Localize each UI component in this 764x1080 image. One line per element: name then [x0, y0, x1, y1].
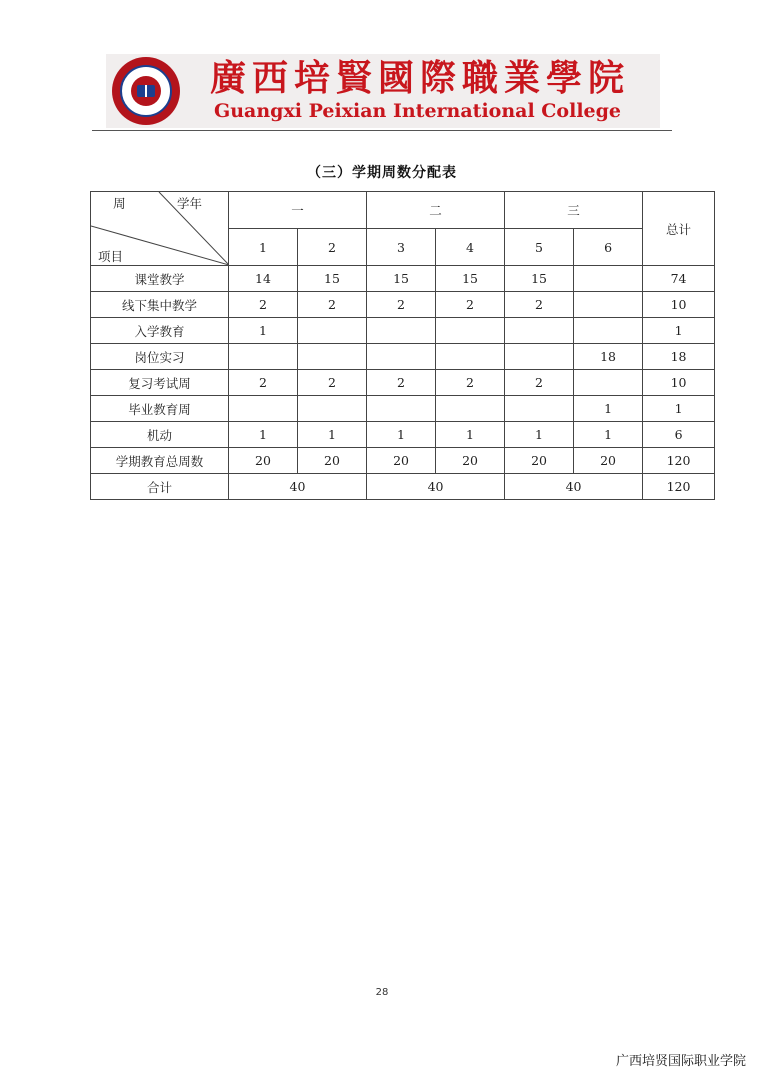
footer-college-name: 广西培贤国际职业学院 — [615, 1054, 746, 1069]
week-cell — [505, 318, 574, 344]
week-cell — [574, 266, 643, 292]
table-row-sum — [91, 474, 715, 500]
row-label: 合计 — [91, 474, 229, 500]
total-cell: 74 — [643, 266, 715, 292]
week-cell: 15 — [436, 266, 505, 292]
corner-label-year: 学年 — [177, 196, 203, 211]
week-cell: 20 — [367, 448, 436, 474]
week-cell — [229, 344, 298, 370]
week-cell — [298, 396, 367, 422]
week-cell: 2 — [229, 370, 298, 396]
college-name-cn: 廣西培賢國際職業學院 — [210, 57, 631, 99]
total-cell: 1 — [643, 396, 715, 422]
week-cell: 1 — [574, 396, 643, 422]
week-cell: 20 — [436, 448, 505, 474]
week-cell: 2 — [367, 292, 436, 318]
week-cell: 1 — [298, 422, 367, 448]
semester-header: 1 — [229, 229, 298, 266]
week-cell: 1 — [436, 422, 505, 448]
semester-header: 3 — [367, 229, 436, 266]
week-cell: 2 — [436, 292, 505, 318]
row-label: 入学教育 — [91, 318, 229, 344]
week-cell: 2 — [298, 292, 367, 318]
week-cell — [436, 318, 505, 344]
week-cell — [367, 318, 436, 344]
week-cell — [505, 344, 574, 370]
semester-header: 2 — [298, 229, 367, 266]
week-cell: 2 — [367, 370, 436, 396]
row-label: 毕业教育周 — [91, 396, 229, 422]
year-header: 二 — [367, 192, 505, 229]
week-cell — [574, 370, 643, 396]
row-label: 学期教育总周数 — [91, 448, 229, 474]
row-label: 课堂教学 — [91, 266, 229, 292]
semester-header: 4 — [436, 229, 505, 266]
week-cell — [298, 318, 367, 344]
page-number: 28 — [375, 987, 389, 998]
total-cell: 6 — [643, 422, 715, 448]
week-cell — [436, 344, 505, 370]
row-label: 机动 — [91, 422, 229, 448]
year-header: 三 — [505, 192, 643, 229]
week-cell — [574, 318, 643, 344]
week-cell: 1 — [505, 422, 574, 448]
college-name-en: Guangxi Peixian International College — [214, 100, 621, 122]
corner-label-item: 项目 — [98, 249, 124, 264]
row-label: 线下集中教学 — [91, 292, 229, 318]
total-cell: 1 — [643, 318, 715, 344]
year-sum-cell: 40 — [367, 474, 505, 500]
week-cell — [436, 396, 505, 422]
corner-label-week: 周 — [113, 196, 126, 211]
week-cell: 20 — [229, 448, 298, 474]
total-cell: 10 — [643, 292, 715, 318]
week-cell: 1 — [367, 422, 436, 448]
row-label: 岗位实习 — [91, 344, 229, 370]
table-corner-cell — [91, 192, 229, 266]
semester-header: 5 — [505, 229, 574, 266]
table-row — [91, 370, 715, 396]
year-header: 一 — [229, 192, 367, 229]
college-logo-icon — [112, 57, 180, 125]
week-cell — [367, 396, 436, 422]
total-header: 总计 — [643, 192, 715, 266]
week-cell: 18 — [574, 344, 643, 370]
week-cell: 2 — [298, 370, 367, 396]
table-row — [91, 266, 715, 292]
table-row — [91, 448, 715, 474]
week-cell: 20 — [574, 448, 643, 474]
week-cell: 1 — [229, 422, 298, 448]
week-cell: 1 — [574, 422, 643, 448]
week-cell: 15 — [367, 266, 436, 292]
total-cell: 18 — [643, 344, 715, 370]
week-cell — [229, 396, 298, 422]
college-header-banner — [106, 54, 660, 128]
header-divider — [92, 130, 672, 131]
total-cell: 120 — [643, 474, 715, 500]
total-cell: 10 — [643, 370, 715, 396]
semester-weeks-table — [90, 191, 715, 500]
section-title: （三）学期周数分配表 — [307, 165, 457, 181]
week-cell: 2 — [505, 370, 574, 396]
week-cell: 2 — [229, 292, 298, 318]
year-sum-cell: 40 — [505, 474, 643, 500]
semester-header: 6 — [574, 229, 643, 266]
week-cell: 20 — [298, 448, 367, 474]
year-sum-cell: 40 — [229, 474, 367, 500]
week-cell: 15 — [298, 266, 367, 292]
row-label: 复习考试周 — [91, 370, 229, 396]
week-cell: 2 — [436, 370, 505, 396]
table-row — [91, 292, 715, 318]
week-cell: 15 — [505, 266, 574, 292]
week-cell — [505, 396, 574, 422]
week-cell: 20 — [505, 448, 574, 474]
week-cell — [367, 344, 436, 370]
week-cell — [298, 344, 367, 370]
week-cell: 14 — [229, 266, 298, 292]
table-row — [91, 318, 715, 344]
table-row — [91, 344, 715, 370]
total-cell: 120 — [643, 448, 715, 474]
week-cell: 2 — [505, 292, 574, 318]
table-row — [91, 396, 715, 422]
table-row — [91, 422, 715, 448]
week-cell: 1 — [229, 318, 298, 344]
week-cell — [574, 292, 643, 318]
